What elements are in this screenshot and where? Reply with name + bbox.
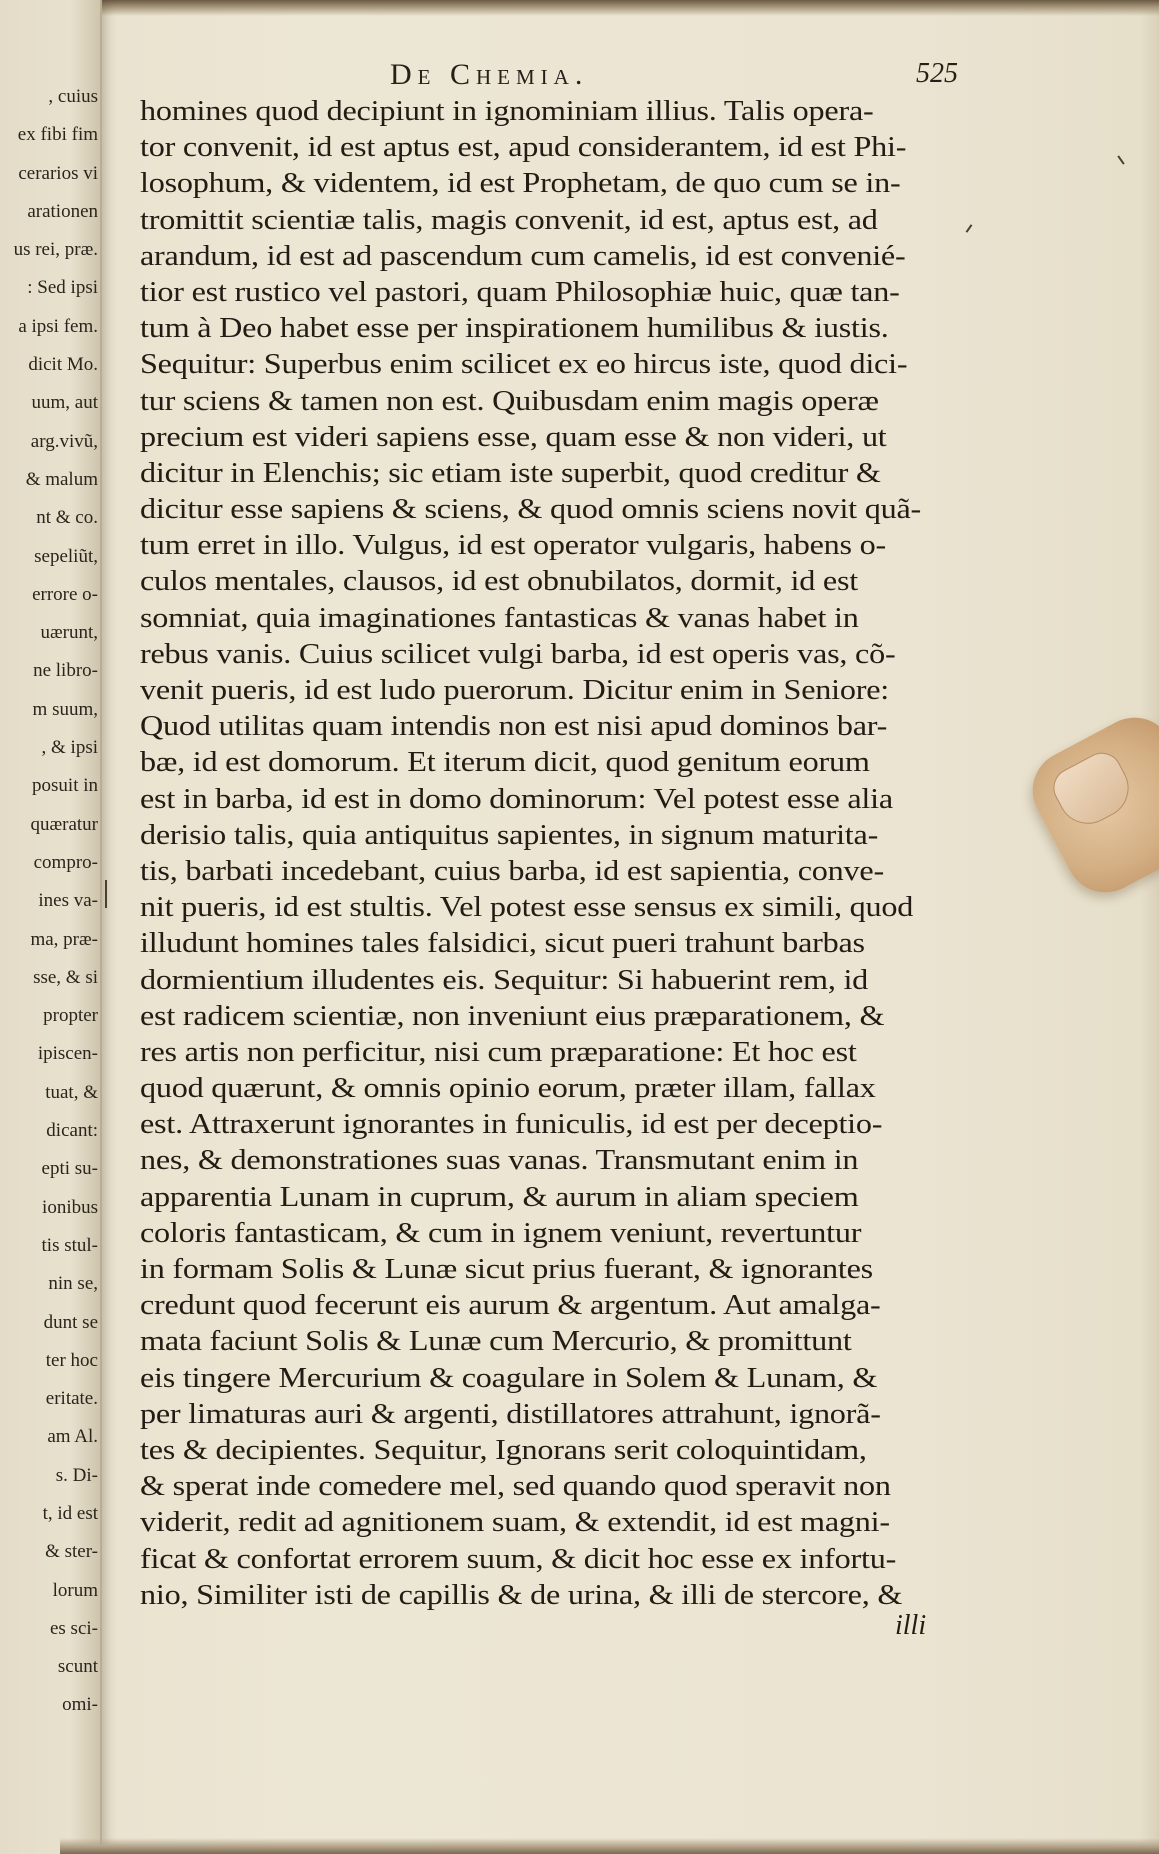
text-line: dicitur esse sapiens & sciens, & quod omnis sciens novit quã-: [140, 494, 922, 526]
previous-page-line: dicant:: [46, 1120, 98, 1142]
previous-page-line: ipiscen-: [37, 1043, 98, 1065]
previous-page-line: arationen: [27, 200, 98, 222]
text-line: somniat, quia imaginationes fantasticas & vanas habet in: [140, 602, 859, 634]
text-line: homines quod decipiunt in ignominiam illius. Talis opera-: [140, 96, 874, 127]
previous-page-line: errore o-: [32, 583, 98, 605]
previous-page-line: propter: [43, 1005, 98, 1027]
text-line: tes & decipientes. Sequitur, Ignorans serit coloquintidam,: [140, 1434, 867, 1466]
previous-page-line: tuat, &: [45, 1081, 98, 1103]
previous-page-line: compro-: [33, 851, 98, 873]
text-line: culos mentales, clausos, id est obnubilatos, dormit, id est: [140, 566, 858, 598]
previous-page-line: uærunt,: [40, 622, 98, 644]
previous-page-line: : Sed ipsi: [27, 277, 98, 299]
previous-page-margin: [0, 0, 102, 1854]
previous-page-line: m suum,: [32, 698, 98, 720]
text-line: nio, Similiter isti de capillis & de urina, & illi de stercore, &: [140, 1579, 903, 1611]
previous-page-line: eritate.: [45, 1388, 98, 1410]
previous-page-line: ter hoc: [45, 1349, 98, 1371]
text-line: mata faciunt Solis & Lunæ cum Mercurio, & promittunt: [140, 1326, 852, 1358]
text-line: eis tingere Mercurium & coagulare in Solem & Lunam, &: [140, 1362, 878, 1394]
text-line: dormientium illudentes eis. Sequitur: Si habuerint rem, id: [140, 964, 869, 996]
text-line: tis, barbati incedebant, cuius barba, id est sapientia, conve-: [140, 855, 884, 887]
text-line: losophum, & videntem, id est Prophetam, de quo cum se in-: [140, 168, 901, 200]
running-head: [130, 58, 958, 98]
previous-page-line: am Al.: [47, 1426, 98, 1448]
text-line: nes, & demonstrationes suas vanas. Transmutant enim in: [140, 1145, 859, 1177]
previous-page-line: , cuius: [48, 86, 98, 107]
text-line: est. Attraxerunt ignorantes in funiculis, id est per deceptio-: [140, 1109, 883, 1141]
previous-page-line: uum, aut: [31, 392, 98, 414]
text-line: per limaturas auri & argenti, distillatores attrahunt, ignorã-: [140, 1398, 881, 1430]
text-line: derisio talis, quia antiquitus sapientes, in signum maturita-: [140, 819, 879, 851]
previous-page-line: scunt: [57, 1656, 98, 1678]
page-number: 525: [916, 58, 958, 89]
text-line: quod quærunt, & omnis opinio eorum, præter illam, fallax: [140, 1073, 876, 1105]
text-line: arandum, id est ad pascendum cum camelis, id est convenié-: [140, 240, 906, 272]
previous-page-line: ma, præ-: [30, 928, 98, 950]
previous-page-line: , & ipsi: [41, 737, 98, 759]
stray-mark: [966, 224, 973, 233]
stray-mark: [105, 880, 107, 908]
previous-page-line: nt & co.: [36, 507, 98, 529]
text-line: bæ, id est domorum. Et iterum dicit, quod genitum eorum: [140, 747, 870, 779]
text-line: tum erret in illo. Vulgus, id est operator vulgaris, habens o-: [140, 530, 887, 562]
previous-page-line: arg.vivũ,: [30, 430, 98, 452]
text-line: illudunt homines tales falsidici, sicut pueri trahunt barbas: [140, 928, 865, 960]
previous-page-line: ionibus: [42, 1196, 98, 1218]
text-line: nit pueris, id est stultis. Vel potest esse sensus ex simili, quod: [140, 892, 914, 924]
previous-page-line: tis stul-: [41, 1234, 98, 1256]
text-line: apparentia Lunam in cuprum, & aurum in aliam speciem: [140, 1181, 859, 1213]
thumb-holding-page: [1019, 704, 1159, 907]
text-line: in formam Solis & Lunæ sicut prius fuerant, & ignorantes: [140, 1254, 873, 1285]
text-line: tor convenit, id est aptus est, apud considerantem, id est Phi-: [140, 132, 907, 164]
previous-page-line: cerarios vi: [18, 162, 98, 184]
text-line: viderit, redit ad agnitionem suam, & extendit, id est magni-: [140, 1507, 890, 1539]
previous-page-line: omi-: [62, 1694, 98, 1716]
previous-page-line: lorum: [52, 1579, 98, 1601]
text-line: rebus vanis. Cuius scilicet vulgi barba, id est operis vas, cõ-: [140, 638, 896, 670]
page-top-edge: [80, 0, 1159, 16]
previous-page-line: sse, & si: [33, 966, 98, 988]
running-head-title: De Chemia.: [390, 58, 589, 91]
text-line: tur sciens & tamen non est. Quibusdam enim magis operæ: [140, 385, 879, 417]
thumbnail-nail: [1046, 746, 1139, 835]
catchword: illi: [895, 1610, 927, 1641]
previous-page-line: sepeliũt,: [34, 545, 98, 567]
previous-page-line: & ster-: [45, 1541, 98, 1563]
text-line: & sperat inde comedere mel, sed quando quod speravit non: [140, 1471, 891, 1503]
text-line: dicitur in Elenchis; sic etiam iste superbit, quod creditur &: [140, 457, 881, 489]
previous-page-line: epti su-: [41, 1158, 98, 1180]
text-line: est in barba, id est in domo dominorum: Vel potest esse alia: [140, 783, 893, 815]
previous-page-line: ex fibi fim: [17, 124, 98, 146]
text-line: est radicem scientiæ, non inveniunt eius præparationem, &: [140, 1000, 885, 1032]
page-bottom-edge: [60, 1838, 1159, 1854]
previous-page-line: ines va-: [38, 890, 98, 912]
previous-page-text: [2, 78, 98, 1725]
previous-page-line: & malum: [25, 468, 98, 490]
previous-page-line: us rei, præ.: [13, 239, 98, 261]
text-line: tum à Deo habet esse per inspirationem humilibus & iustis.: [140, 313, 889, 345]
text-line: Quod utilitas quam intendis non est nisi apud dominos bar-: [140, 711, 888, 743]
text-line: tior est rustico vel pastori, quam Philosophiæ huic, quæ tan-: [140, 276, 900, 308]
previous-page-line: dunt se: [43, 1311, 98, 1333]
previous-page-line: a ipsi fem.: [18, 315, 98, 337]
text-line: Sequitur: Superbus enim scilicet ex eo hircus iste, quod dici-: [140, 349, 908, 381]
previous-page-line: dicit Mo.: [28, 354, 98, 376]
text-line: tromittit scientiæ talis, magis convenit, id est, aptus est, ad: [140, 204, 878, 236]
previous-page-line: es sci-: [49, 1617, 98, 1639]
previous-page-line: posuit in: [32, 775, 98, 797]
text-line: res artis non perficitur, nisi cum præparatione: Et hoc est: [140, 1036, 857, 1068]
previous-page-line: nin se,: [48, 1273, 98, 1295]
previous-page-line: t, id est: [42, 1502, 98, 1524]
text-line: ficat & confortat errorem suum, & dicit hoc esse ex infortu-: [140, 1543, 897, 1575]
previous-page-line: s. Di-: [55, 1464, 98, 1486]
previous-page-line: ne libro-: [33, 660, 98, 682]
text-line: venit pueris, id est ludo puerorum. Dicitur enim in Seniore:: [140, 675, 890, 706]
text-line: credunt quod fecerunt eis aurum & argentum. Aut amalga-: [140, 1290, 881, 1322]
text-line: coloris fantasticam, & cum in ignem veniunt, revertuntur: [140, 1217, 862, 1249]
body-text: [140, 94, 950, 1614]
previous-page-line: quæratur: [30, 813, 98, 835]
stray-mark: [1117, 155, 1124, 164]
text-line: precium est videri sapiens esse, quam esse & non videri, ut: [140, 421, 887, 453]
